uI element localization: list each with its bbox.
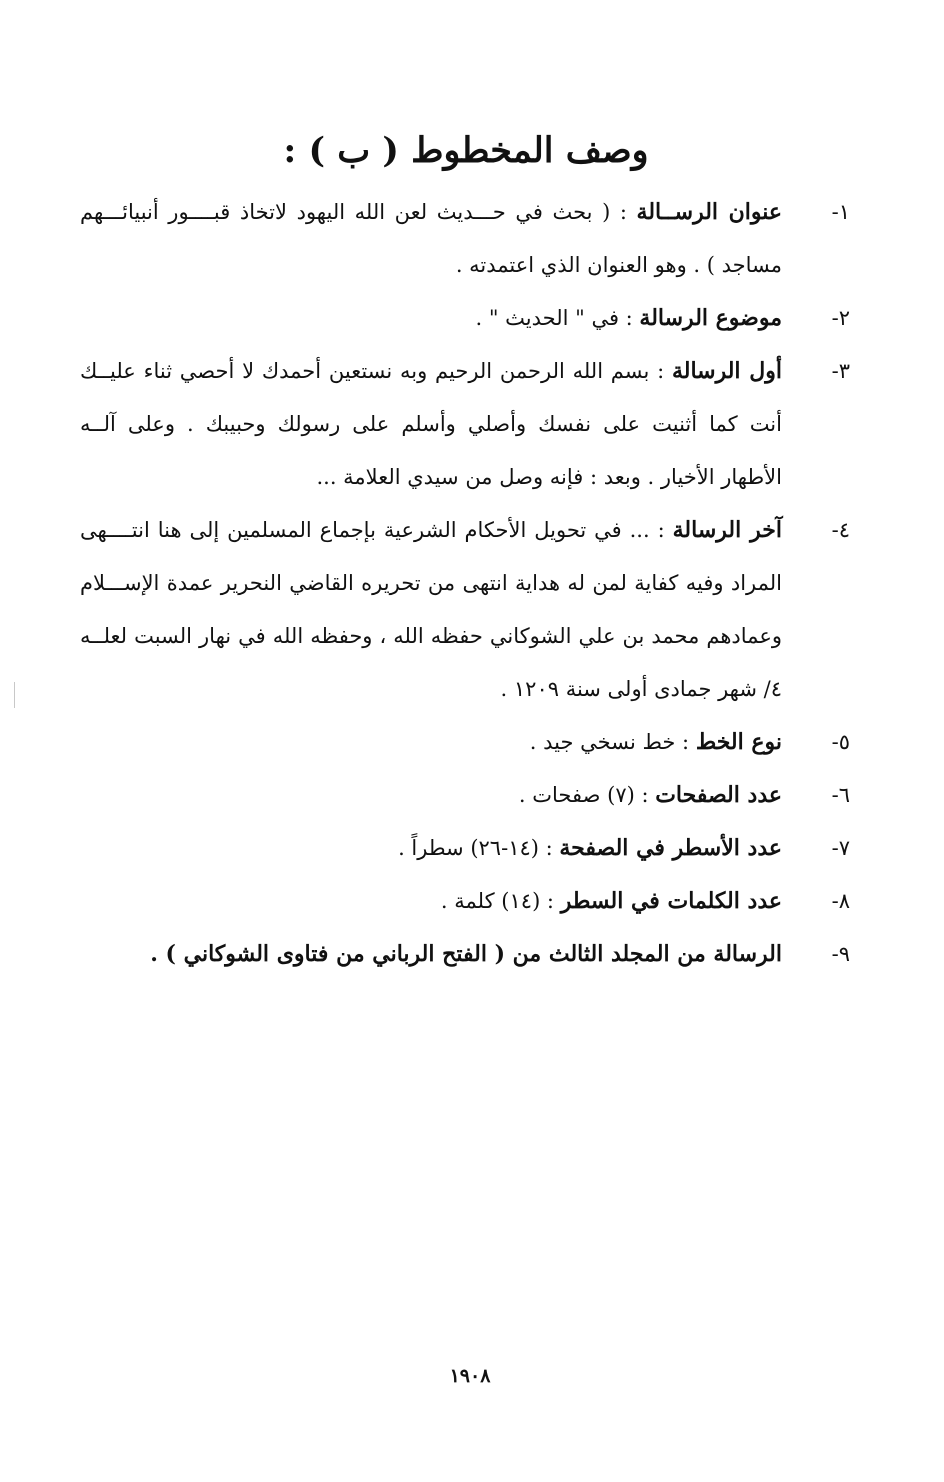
item-label: عدد الكلمات في السطر — [560, 888, 782, 914]
item-number: ٣- — [831, 359, 850, 383]
item-label: أول الرسالة — [671, 358, 783, 384]
item-text: : (١٤) كلمة . — [440, 889, 561, 913]
list-item-8 — [80, 875, 850, 928]
item-body — [80, 345, 782, 504]
item-label: آخر الرسالة — [672, 517, 782, 543]
item-number: ٤- — [831, 518, 850, 542]
item-text: : (١٤-٢٦) سطراً . — [398, 836, 560, 860]
item-body — [80, 875, 782, 928]
item-label: عنوان الرســالة — [636, 199, 783, 225]
item-number: ٥- — [831, 730, 850, 754]
item-label: الرسالة من المجلد الثالث من ( الفتح الرباني من فتاوى الشوكاني ) . — [150, 941, 782, 967]
item-label: عدد الصفحات — [655, 782, 782, 808]
list-item-6 — [80, 769, 850, 822]
item-number: ٧- — [831, 836, 850, 860]
item-body — [80, 716, 782, 769]
list-item-1 — [80, 186, 850, 292]
item-number: ١- — [831, 200, 850, 224]
page-title: وصف المخطوط ( ب ) : — [283, 130, 649, 171]
item-body — [80, 504, 782, 716]
item-body — [80, 292, 782, 345]
description-list — [80, 186, 850, 981]
list-item-4 — [80, 504, 850, 716]
item-number: ٨- — [831, 889, 850, 913]
list-item-5 — [80, 716, 850, 769]
page-number: ١٩٠٨ — [449, 1365, 491, 1387]
item-body — [80, 769, 782, 822]
item-label: نوع الخط — [695, 729, 782, 755]
item-text: : خط نسخي جيد . — [529, 730, 696, 754]
item-number: ٩- — [831, 942, 850, 966]
item-label: عدد الأسطر في الصفحة — [559, 835, 782, 861]
list-item-9 — [80, 928, 850, 981]
list-item-7 — [80, 822, 850, 875]
item-text: : ... في تحويل الأحكام الشرعية بإجماع المسلمين إلى هنا انتــــهى المراد وفيه كفاية لمن له هداية انتهى من تحريره القاضي النحرير عمدة الإســـلام وعمادهم محمد بن علي الشوكاني حفظه الله ، وحفظه الله في نهار السبت لعلــه ٤/ شهر جمادى أولى سنة ١٢٠٩ . — [80, 518, 782, 701]
item-number: ٦- — [831, 783, 850, 807]
list-item-2 — [80, 292, 850, 345]
item-text: : (٧) صفحات . — [518, 783, 656, 807]
item-body — [80, 186, 782, 292]
item-body — [80, 822, 782, 875]
item-text: : ( بحث في حـــديث لعن الله اليهود لاتخاذ قبــــور أنبيائـــهم مساجد ) . وهو العنوان الذي اعتمدته . — [80, 200, 782, 277]
list-item-3 — [80, 345, 850, 504]
item-number: ٢- — [831, 306, 850, 330]
margin-mark — [14, 682, 15, 708]
item-text: : في " الحديث " . — [475, 306, 640, 330]
item-label: موضوع الرسالة — [639, 305, 782, 331]
item-body — [80, 928, 782, 981]
item-text: : بسم الله الرحمن الرحيم وبه نستعين أحمدك لا أحصي ثناء عليــك أنت كما أثنيت على نفسك وأصلي وأسلم على رسولك وحبيبك . وعلى آلــه الأطهار الأخيار . وبعد : فإنه وصل من سيدي العلامة ... — [80, 359, 782, 489]
